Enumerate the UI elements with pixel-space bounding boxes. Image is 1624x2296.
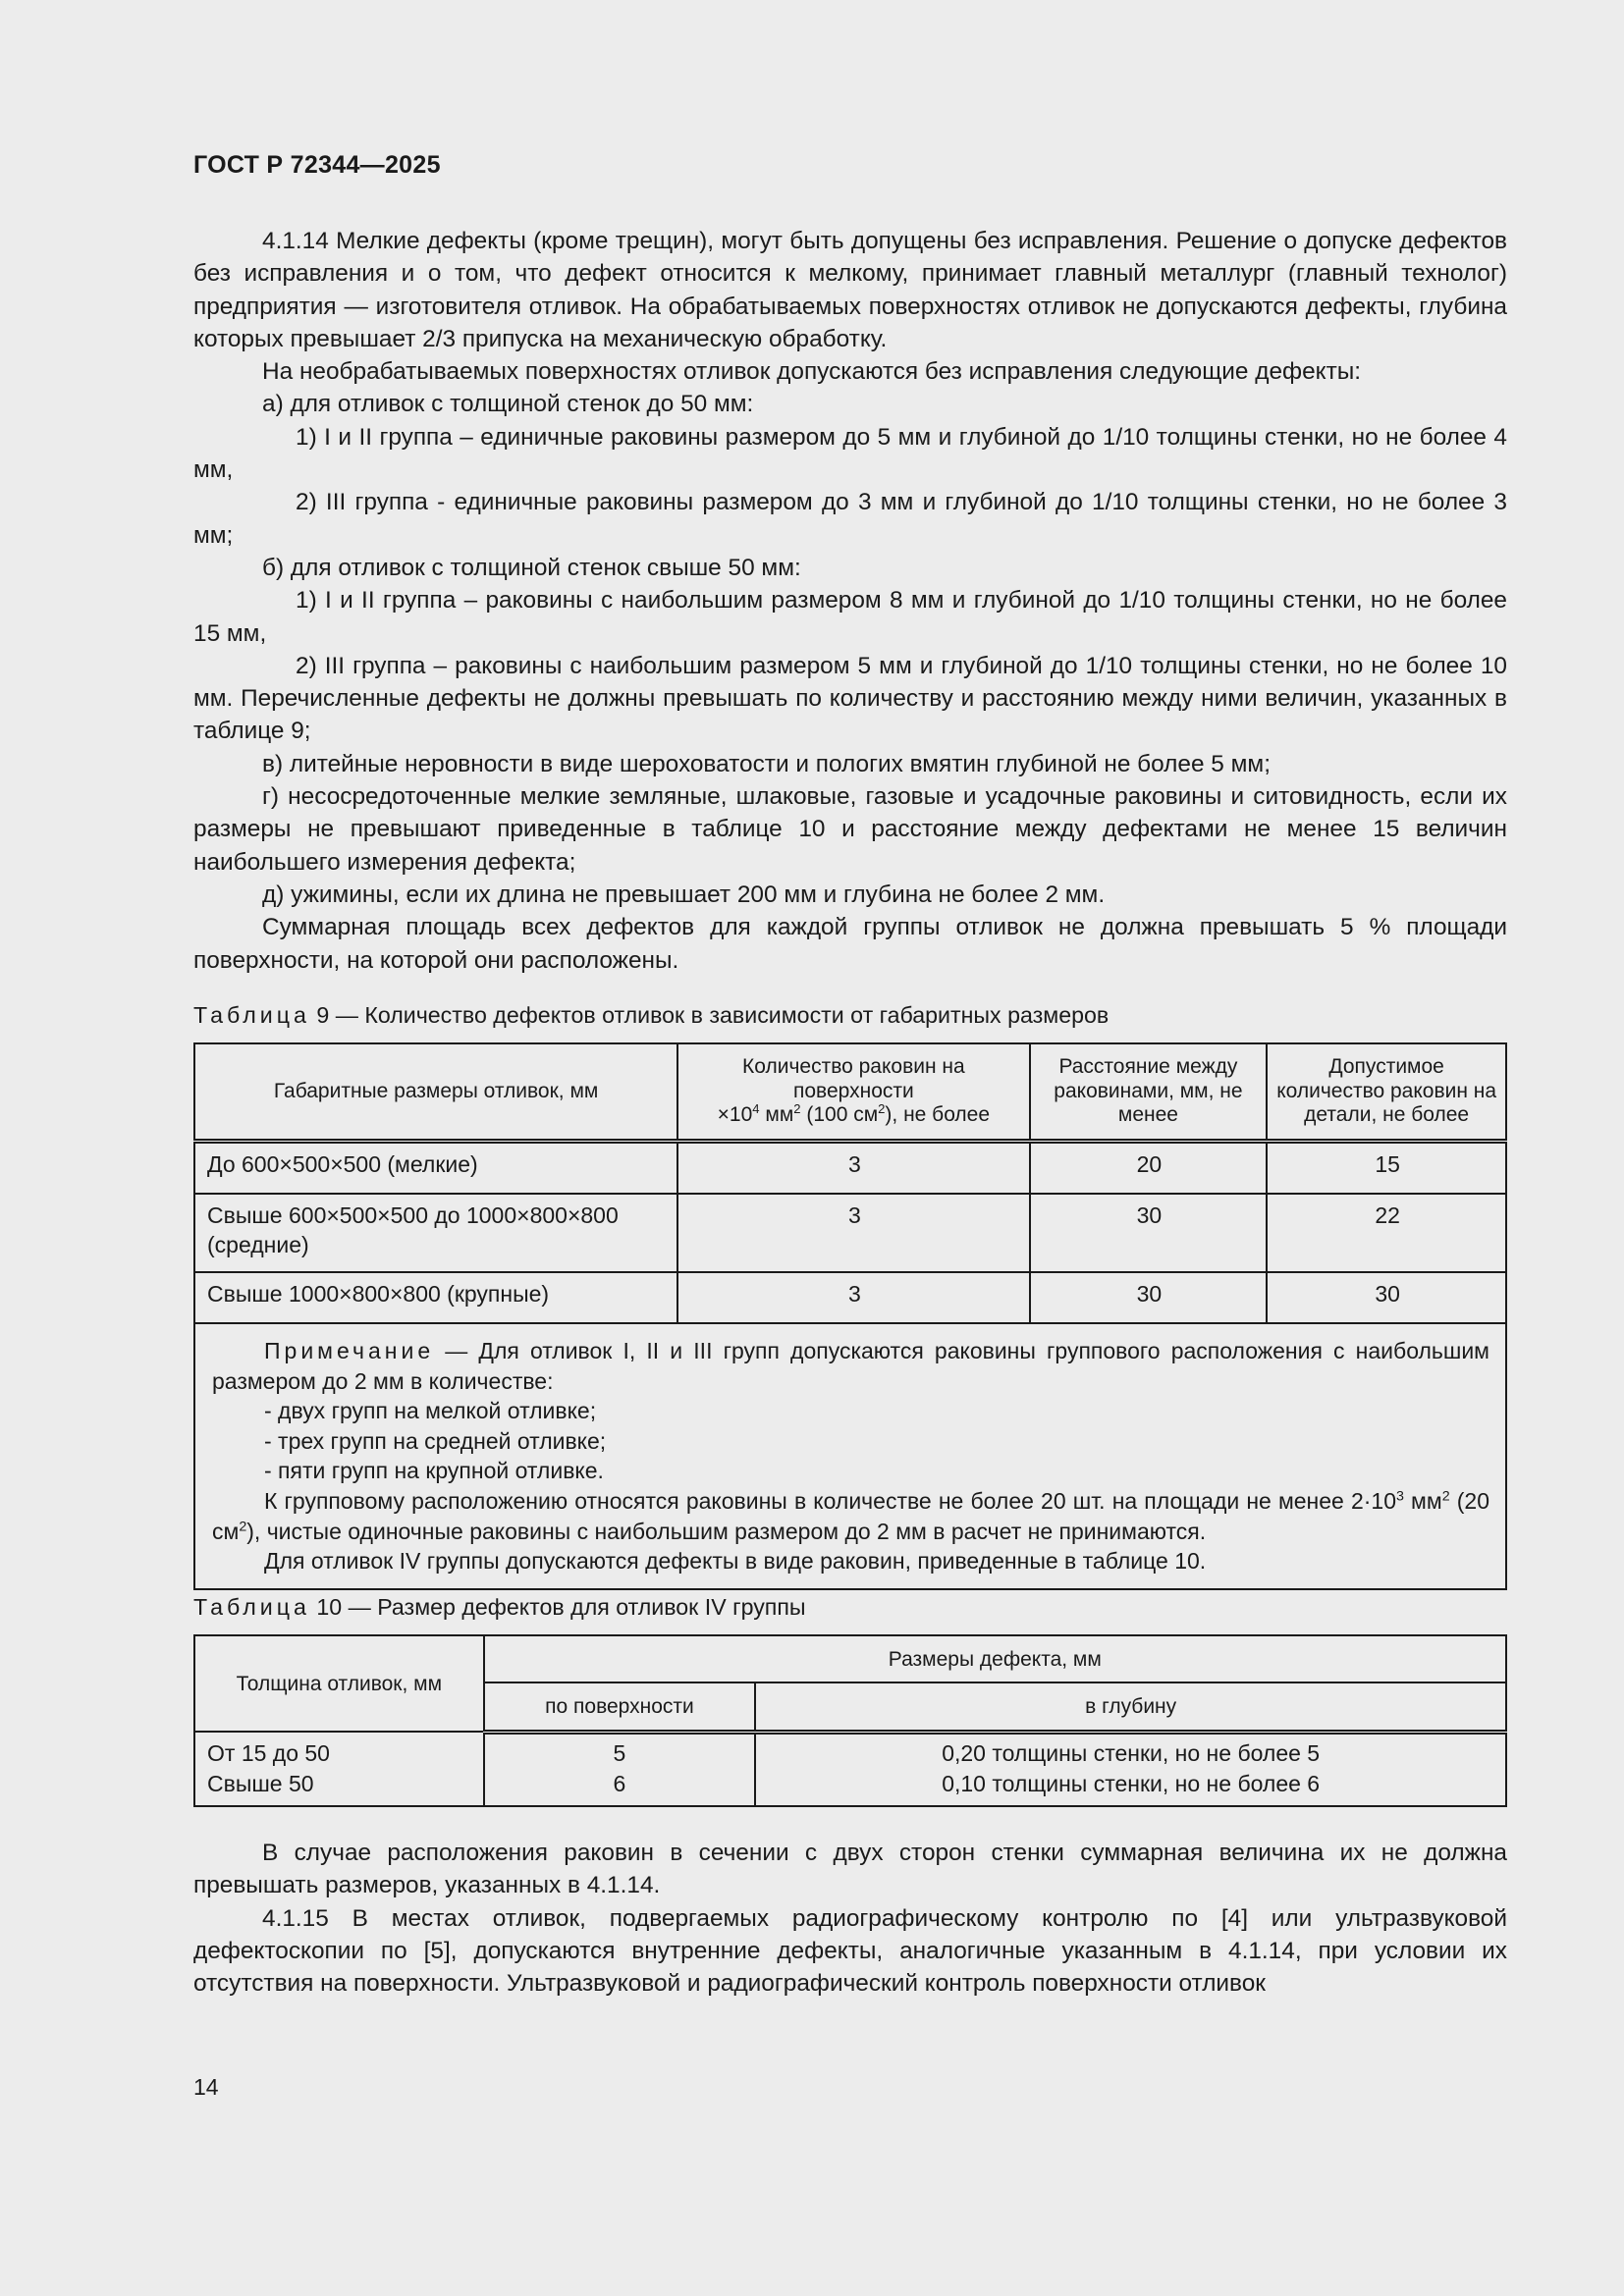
table9 bbox=[193, 1042, 1507, 1590]
column-header-depth: в глубину bbox=[755, 1682, 1506, 1732]
list-item: 2) III группа – раковины с наибольшим размером 5 мм и глубиной до 1/10 толщины стенки, но не более 10 мм. Перечисленные дефекты не должны превышать по количеству и расстоянию между ними величин, указанных в таблице 9; bbox=[193, 652, 1507, 745]
cell-allowed: 22 bbox=[1267, 1194, 1506, 1272]
table9-caption bbox=[193, 1000, 1507, 1030]
page-number: 14 bbox=[193, 2074, 219, 2100]
table-row bbox=[194, 1142, 1506, 1195]
table10 bbox=[193, 1634, 1507, 1807]
table-note bbox=[194, 1323, 1506, 1589]
closing-text bbox=[193, 1837, 1507, 2000]
cell-distance: 30 bbox=[1030, 1194, 1268, 1272]
list-item: а) для отливок с толщиной стенок до 50 мм: bbox=[262, 391, 754, 418]
list-item: 1) I и II группа – единичные раковины размером до 5 мм и глубиной до 1/10 толщины стенки, но не более 4 мм, bbox=[193, 423, 1507, 484]
cell-count: 3 bbox=[677, 1272, 1029, 1323]
cell-count: 3 bbox=[677, 1194, 1029, 1272]
cell-size: Свыше 600×500×500 до 1000×800×800 (средние) bbox=[194, 1194, 677, 1272]
table-row bbox=[194, 1732, 1506, 1806]
table-label: Таблица bbox=[193, 1594, 310, 1620]
paragraph: 4.1.15 В местах отливок, подвергаемых радиографическому контролю по [4] или ультразвуковой дефектоскопии по [5], допускаются внутренние дефекты, аналогичные указанным в 4.1.14, при условии их отсутствия на поверхности. Ультразвуковой и радиографический контроль поверхности отливок bbox=[193, 1904, 1507, 1998]
table-row bbox=[194, 1272, 1506, 1323]
paragraph: На необрабатываемых поверхностях отливок допускаются без исправления следующие дефекты: bbox=[262, 358, 1362, 386]
paragraph: 4.1.14 Мелкие дефекты (кроме трещин), могут быть допущены без исправления. Решение о допуске дефектов без исправления и о том, что дефект относится к мелкому, принимает главный металлург (главный технолог) предприятия — изготовителя отливок. На обрабатываемых поверхностях отливок не допускаются дефекты, глубина которых превышает 2/3 припуска на механическую обработку. bbox=[193, 228, 1507, 352]
note-list-item: - двух групп на мелкой отливке; bbox=[264, 1398, 597, 1424]
list-item: д) ужимины, если их длина не превышает 200 мм и глубина не более 2 мм. bbox=[262, 881, 1106, 908]
list-item: в) литейные неровности в виде шероховатости и пологих вмятин глубиной не более 5 мм; bbox=[262, 750, 1271, 777]
column-header-allowed: Допустимое количество раковин на детали, не более bbox=[1267, 1043, 1506, 1142]
cell-allowed: 15 bbox=[1267, 1142, 1506, 1195]
column-header-surface: по поверхности bbox=[484, 1682, 756, 1732]
paragraph: В случае расположения раковин в сечении с двух сторон стенки суммарная величина их не должна превышать размеров, указанных в 4.1.14. bbox=[193, 1840, 1507, 1899]
note-list-item: - пяти групп на крупной отливке. bbox=[264, 1458, 604, 1484]
column-header-distance: Расстояние между раковинами, мм, не менее bbox=[1030, 1043, 1268, 1142]
cell-distance: 20 bbox=[1030, 1142, 1268, 1195]
note-label: Примечание bbox=[264, 1338, 435, 1363]
column-header-count: Количество раковин на поверхности $\times 10^4$ $мм^2$ (100 $см^2$), не более bbox=[677, 1043, 1029, 1142]
table-caption-text: 10 — Размер дефектов для отливок IV группы bbox=[309, 1594, 806, 1620]
note-intro: Примечание — Для отливок I, II и III групп допускаются раковины группового расположения с наибольшим размером до 2 мм в количестве: bbox=[212, 1338, 1489, 1394]
table10-caption bbox=[193, 1592, 1507, 1622]
note-paragraph: К групповому расположению относятся раковины в количестве не более 20 шт. на площади не менее $2\cdot 10^3$ $мм^2$ (20 $см^2$), чистые одиночные раковины с наибольшим размером до 2 мм в расчет не принимаются. bbox=[212, 1487, 1489, 1544]
paragraph: Суммарная площадь всех дефектов для каждой группы отливок не должна превышать 5 % площади поверхности, на которой они расположены. bbox=[193, 914, 1507, 974]
document-header: ГОСТ Р 72344—2025 bbox=[193, 151, 441, 179]
table-row bbox=[194, 1194, 1506, 1272]
note-paragraph: Для отливок IV группы допускаются дефекты в виде раковин, приведенные в таблице 10. bbox=[264, 1548, 1207, 1575]
list-item: г) несосредоточенные мелкие земляные, шлаковые, газовые и усадочные раковины и ситовидность, если их размеры не превышают приведенные в таблице 10 и расстояние между дефектами не менее 15 величин наибольшего измерения дефекта; bbox=[193, 783, 1507, 876]
column-header-thickness: Толщина отливок, мм bbox=[194, 1635, 484, 1732]
section-4-1-14 bbox=[193, 225, 1507, 977]
cell-surface: 5 6 bbox=[484, 1732, 756, 1806]
table-header-row bbox=[194, 1635, 1506, 1682]
list-item: б) для отливок с толщиной стенок свыше 50 мм: bbox=[262, 554, 801, 581]
cell-count: 3 bbox=[677, 1142, 1029, 1195]
column-header-size: Габаритные размеры отливок, мм bbox=[194, 1043, 677, 1142]
table-caption-text: 9 — Количество дефектов отливок в зависимости от габаритных размеров bbox=[309, 1002, 1110, 1028]
cell-allowed: 30 bbox=[1267, 1272, 1506, 1323]
cell-distance: 30 bbox=[1030, 1272, 1268, 1323]
note-list-item: - трех групп на средней отливке; bbox=[264, 1427, 607, 1454]
table-note-row bbox=[194, 1323, 1506, 1589]
cell-thickness: От 15 до 50 Свыше 50 bbox=[194, 1732, 484, 1806]
table-header-row bbox=[194, 1043, 1506, 1142]
cell-size: До 600×500×500 (мелкие) bbox=[194, 1142, 677, 1195]
list-item: 1) I и II группа – раковины с наибольшим размером 8 мм и глубиной до 1/10 толщины стенки, но не более 15 мм, bbox=[193, 587, 1507, 647]
column-header-defect-size: Размеры дефекта, мм bbox=[484, 1635, 1506, 1682]
table-label: Таблица bbox=[193, 1002, 310, 1028]
cell-size: Свыше 1000×800×800 (крупные) bbox=[194, 1272, 677, 1323]
cell-depth: 0,20 толщины стенки, но не более 5 0,10 толщины стенки, но не более 6 bbox=[755, 1732, 1506, 1806]
list-item: 2) III группа - единичные раковины размером до 3 мм и глубиной до 1/10 толщины стенки, но не более 3 мм; bbox=[193, 489, 1507, 549]
